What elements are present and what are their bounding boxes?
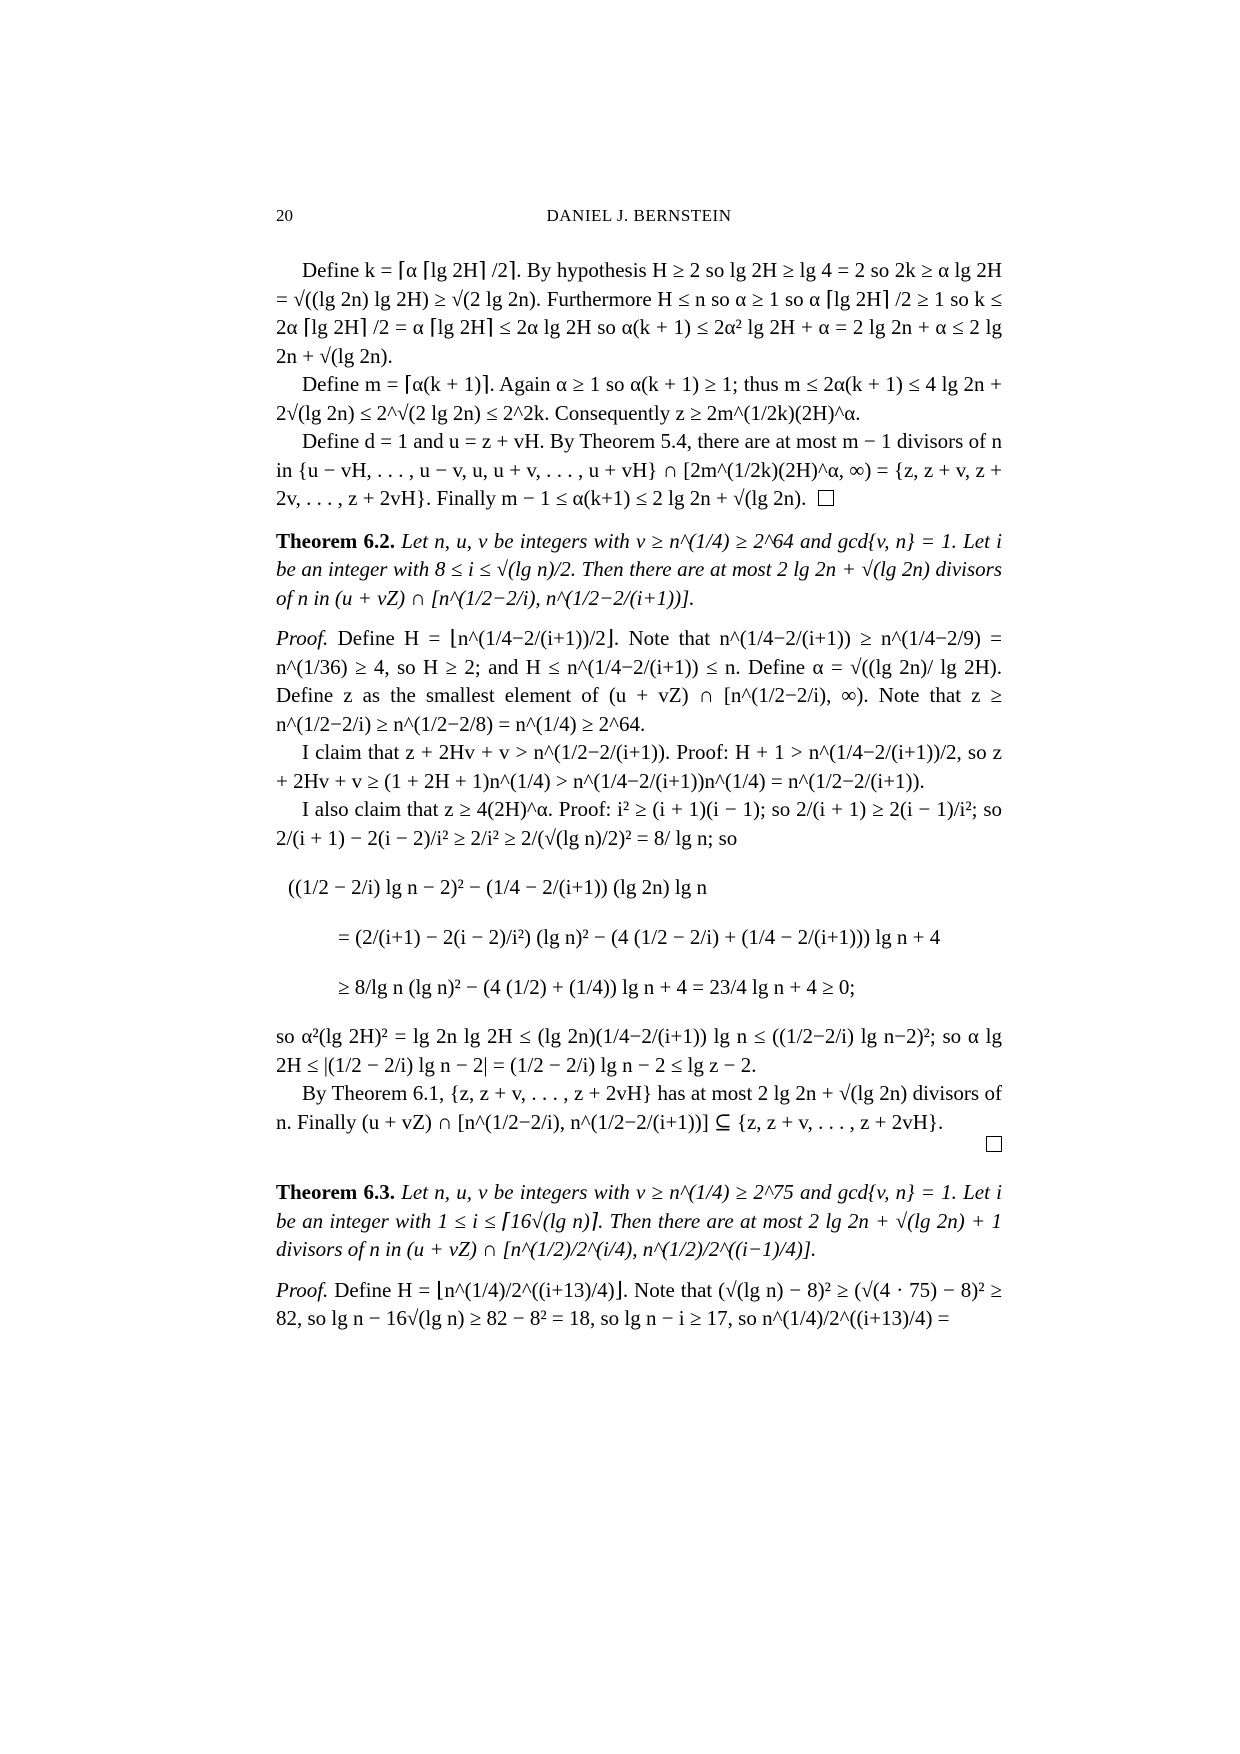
- proof-6-3-text: Define H = ⌊n^(1/4)/2^((i+13)/4)⌋. Note that (√(lg n) − 8)² ≥ (√(4 · 75) − 8)² ≥ 82, so lg n − 16√(lg n) ≥ 82 − 8² = 18, so lg n − i ≥ 17, so n^(1/4)/2^((i+13)/4) =: [276, 1277, 1003, 1330]
- running-author: DANIEL J. BERNSTEIN: [546, 206, 732, 225]
- equation-line-2: = (2/(i+1) − 2(i − 2)/i²) (lg n)² − (4 (1/2 − 2/i) + (1/4 − 2/(i+1))) lg n + 4: [338, 925, 941, 949]
- paragraph-define-m: Define m = ⌈α(k + 1)⌉. Again α ≥ 1 so α(k + 1) ≥ 1; thus m ≤ 2α(k + 1) ≤ 4 lg 2n + 2√(lg 2n) ≤ 2^√(2 lg 2n) ≤ 2^2k. Consequently z ≥ 2m^(1/2k)(2H)^α.: [276, 372, 1002, 425]
- page-number: 20: [276, 206, 293, 225]
- paragraph-define-d: [276, 427, 1002, 513]
- paper-page: [276, 204, 1002, 1333]
- theorem-6-3-statement: Let n, u, v be integers with v ≥ n^(1/4) ≥ 2^75 and gcd{v, n} = 1. Let i be an integer with 1 ≤ i ≤ ⌈16√(lg n)⌉. Then there are at most 2 lg 2n + √(lg 2n) + 1 divisors of n in (u + vZ) ∩ [n^(1/2)/2^(i/4), n^(1/2)/2^((i−1)/4)].: [276, 1180, 1003, 1261]
- theorem-6-3: [276, 1178, 1002, 1264]
- theorem-6-3-label: Theorem 6.3.: [276, 1180, 395, 1204]
- theorem-6-2: [276, 527, 1002, 613]
- paragraph-define-d-text: Define d = 1 and u = z + vH. By Theorem 5.4, there are at most m − 1 divisors of n in {u − vH, . . . , u − v, u, u + v, . . . , u + vH} ∩ [2m^(1/2k)(2H)^α, ∞) = {z, z + v, z + 2v, . . . , z + 2vH}. Finally m − 1 ≤ α(k+1) ≤ 2 lg 2n + √(lg 2n).: [276, 429, 1002, 510]
- proof-6-2-label: Proof.: [276, 626, 329, 650]
- theorem-6-2-label: Theorem 6.2.: [276, 528, 395, 553]
- equation-line-1: ((1/2 − 2/i) lg n − 2)² − (1/4 − 2/(i+1)) (lg 2n) lg n: [288, 875, 707, 899]
- qed-line: [276, 1136, 1002, 1164]
- theorem-6-2-statement: Let n, u, v be integers with v ≥ n^(1/4) ≥ 2^64 and gcd{v, n} = 1. Let i be an integer with 8 ≤ i ≤ √(lg n)/2. Then there are at most 2 lg 2n + √(lg 2n) divisors of n in (u + vZ) ∩ [n^(1/2−2/i), n^(1/2−2/(i+1))].: [276, 528, 1003, 610]
- paragraph-claim-2: I also claim that z ≥ 4(2H)^α. Proof: i² ≥ (i + 1)(i − 1); so 2/(i + 1) ≥ 2(i − 1)/i²; so 2/(i + 1) − 2(i − 2)/i² ≥ 2/i² ≥ 2/(√(lg n)/2)² = 8/ lg n; so: [276, 797, 1002, 850]
- proof-6-3: [276, 1276, 1002, 1333]
- display-equation: [288, 862, 1002, 1012]
- qed-square-icon: [986, 1136, 1002, 1152]
- running-header: [276, 204, 1002, 234]
- equation-line-3: ≥ 8/lg n (lg n)² − (4 (1/2) + (1/4)) lg n + 4 = 23/4 lg n + 4 ≥ 0;: [338, 975, 856, 999]
- paragraph-define-k: Define k = ⌈α ⌈lg 2H⌉ /2⌉. By hypothesis H ≥ 2 so lg 2H ≥ lg 4 = 2 so 2k ≥ α lg 2H = √((lg 2n) lg 2H) ≥ √(2 lg 2n). Furthermore H ≤ n so α ≥ 1 so α ⌈lg 2H⌉ /2 ≥ 1 so k ≤ 2α ⌈lg 2H⌉ /2 = α ⌈lg 2H⌉ ≤ 2α lg 2H so α(k + 1) ≤ 2α² lg 2H + α = 2 lg 2n + α ≤ 2 lg 2n + √(lg 2n).: [276, 258, 1002, 368]
- paragraph-after-display: so α²(lg 2H)² = lg 2n lg 2H ≤ (lg 2n)(1/4−2/(i+1)) lg n ≤ ((1/2−2/i) lg n−2)²; so α lg 2H ≤ |(1/2 − 2/i) lg n − 2| = (1/2 − 2/i) lg n − 2 ≤ lg z − 2.: [276, 1024, 1002, 1077]
- proof-6-3-label: Proof.: [276, 1277, 329, 1302]
- proof-6-2-text: Define H = ⌊n^(1/4−2/(i+1))/2⌋. Note that n^(1/4−2/(i+1)) ≥ n^(1/4−2/9) = n^(1/36) ≥ 4, so H ≥ 2; and H ≤ n^(1/4−2/(i+1)) ≤ n. Define α = √((lg 2n)/ lg 2H). Define z as the smallest element of (u + vZ) ∩ [n^(1/2−2/i), ∞). Note that z ≥ n^(1/2−2/i) ≥ n^(1/2−2/8) = n^(1/4) ≥ 2^64.: [276, 626, 1003, 736]
- proof-6-2: [276, 624, 1002, 738]
- paragraph-claim-1: I claim that z + 2Hv + v > n^(1/2−2/(i+1)). Proof: H + 1 > n^(1/4−2/(i+1))/2, so z + 2Hv + v ≥ (1 + 2H + 1)n^(1/4) > n^(1/4−2/(i+1))n^(1/4) = n^(1/2−2/(i+1)).: [276, 740, 1002, 793]
- qed-square-icon: [818, 490, 834, 506]
- paragraph-by-theorem-6-1: By Theorem 6.1, {z, z + v, . . . , z + 2vH} has at most 2 lg 2n + √(lg 2n) divisors of n. Finally (u + vZ) ∩ [n^(1/2−2/i), n^(1/2−2/(i+1))] ⊆ {z, z + v, . . . , z + 2vH}.: [276, 1081, 1002, 1134]
